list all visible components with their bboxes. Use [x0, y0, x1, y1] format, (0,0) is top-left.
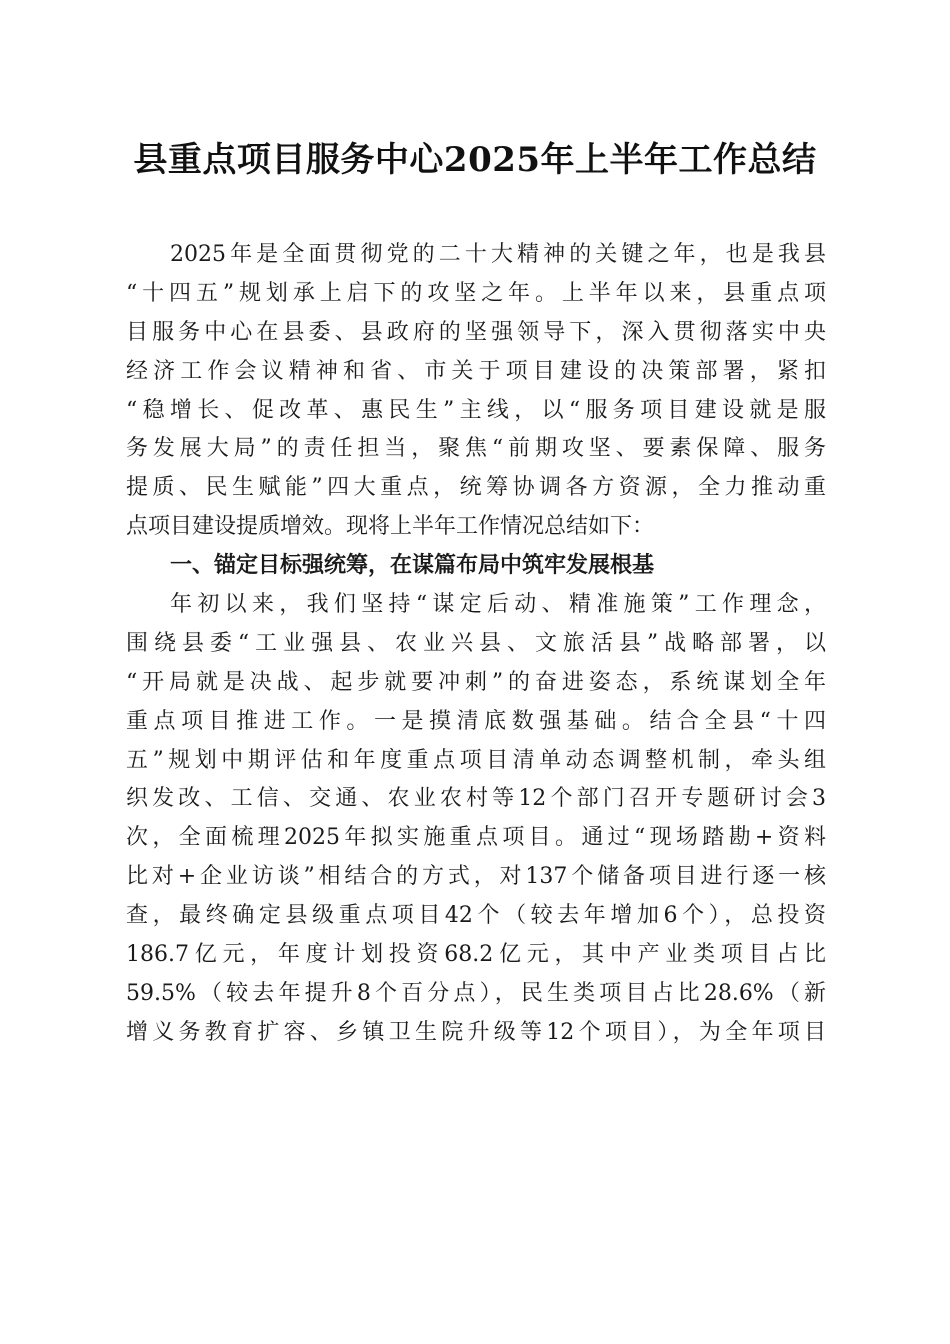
section-heading: 一、锚定目标强统筹，在谋篇布局中筑牢发展根基: [170, 553, 655, 579]
paragraph-line: “稳增长、促改革、惠民生”主线，以“服务项目建设就是服: [126, 397, 826, 423]
paragraph-line: 务发展大局”的责任担当，聚焦“前期攻坚、要素保障、服务: [126, 436, 826, 462]
paragraph-line: 五”规划中期评估和年度重点项目清单动态调整机制，牵头组: [126, 747, 826, 773]
paragraph-line: 点项目建设提质增效。现将上半年工作情况总结如下：: [126, 514, 655, 540]
paragraph-line: 次，全面梳理2025年拟实施重点项目。通过“现场踏勘+资料: [126, 825, 826, 851]
paragraph-line: 59.5%（较去年提升8个百分点），民生类项目占比28.6%（新: [126, 980, 826, 1006]
paragraph-line: 增义务教育扩容、乡镇卫生院升级等12个项目），为全年项目: [126, 1019, 826, 1045]
paragraph-line: 经济工作会议精神和省、市关于项目建设的决策部署，紧扣: [126, 358, 826, 384]
paragraph-line: 提质、民生赋能”四大重点，统筹协调各方资源，全力推动重: [126, 475, 826, 501]
paragraph-line: 2025年是全面贯彻党的二十大精神的关键之年，也是我县: [170, 242, 826, 267]
paragraph-line: 目服务中心在县委、县政府的坚强领导下，深入贯彻落实中央: [126, 319, 826, 345]
document-body: [126, 236, 826, 1053]
paragraph-line: “开局就是决战、起步就要冲刺”的奋进姿态，系统谋划全年: [126, 669, 826, 695]
paragraph-line: 186.7亿元，年度计划投资68.2亿元，其中产业类项目占比: [126, 942, 826, 968]
paragraph-line: 重点项目推进工作。一是摸清底数强基础。结合全县“十四: [126, 708, 826, 734]
document-title: 县重点项目服务中心2025年上半年工作总结: [133, 140, 817, 180]
paragraph-line: 年初以来，我们坚持“谋定后动、精准施策”工作理念，: [170, 592, 826, 618]
paragraph-line: 比对+企业访谈”相结合的方式，对137个储备项目进行逐一核: [126, 864, 826, 890]
paragraph-line: 查，最终确定县级重点项目42个（较去年增加6个），总投资: [126, 903, 826, 929]
paragraph-line: 围绕县委“工业强县、农业兴县、文旅活县”战略部署，以: [126, 630, 826, 656]
paragraph-line: 织发改、工信、交通、农业农村等12个部门召开专题研讨会3: [126, 786, 826, 812]
paragraph-line: “十四五”规划承上启下的攻坚之年。上半年以来，县重点项: [126, 280, 826, 306]
